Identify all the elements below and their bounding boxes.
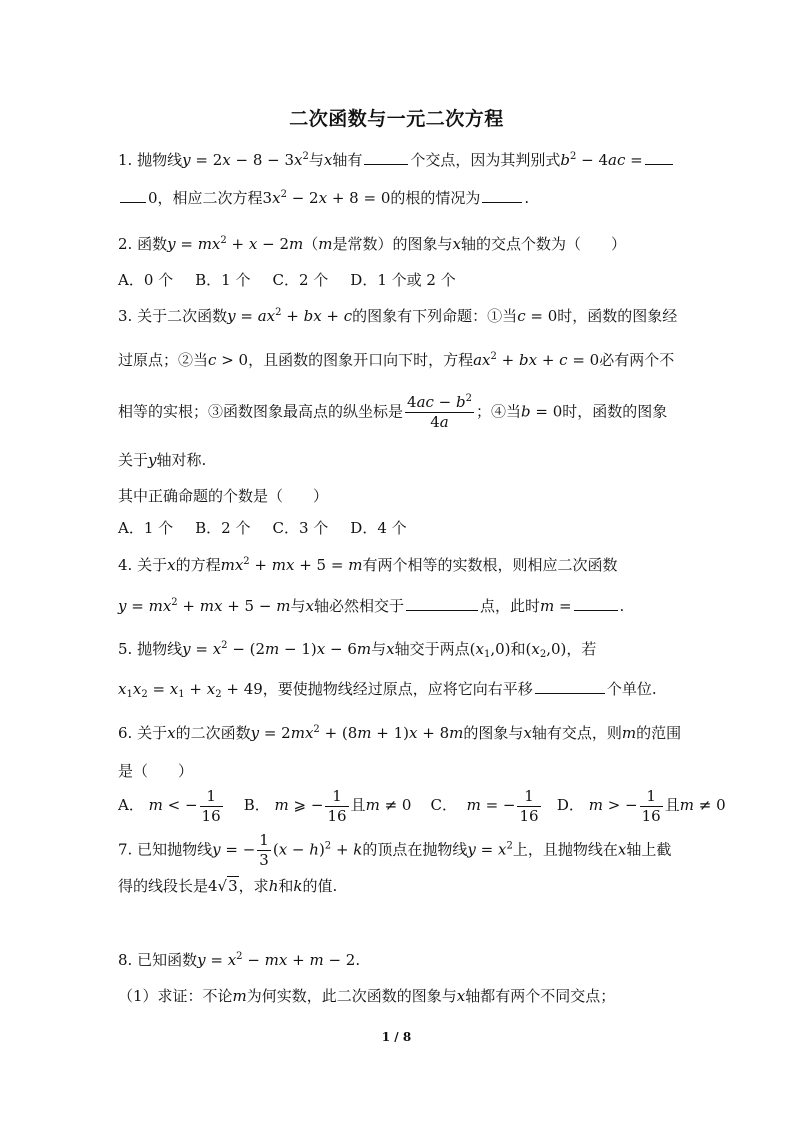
option-c[interactable]: C．3 个 xyxy=(272,519,329,537)
option-d[interactable]: D． m > − $\frac{1}{16}$ 且m ≠ 0 xyxy=(556,787,726,825)
question-3-line-3: 相等的实根；③函数图象最高点的纵坐标是 $\frac{4ac - b^2}{4a}$ ；④当b = 0时，函数的图象 xyxy=(118,393,668,431)
option-b[interactable]: B． m ⩾ − $\frac{1}{16}$ 且m ≠ 0 xyxy=(243,787,412,825)
option-d[interactable]: D．4 个 xyxy=(350,519,407,537)
option-c[interactable]: C． m = − $\frac{1}{16}$ xyxy=(430,787,539,825)
answer-blank[interactable] xyxy=(482,186,522,203)
question-3-line-2: 过原点；②当c > 0，且函数的图象开口向下时，方程$ax^2$ + bx + c = 0必有两个不 xyxy=(118,351,675,369)
page-number: 1 / 8 xyxy=(381,1030,412,1044)
option-b[interactable]: B．2 个 xyxy=(195,519,251,537)
option-b[interactable]: B．1 个 xyxy=(195,271,251,289)
question-3-line-5: 其中正确命题的个数是（ ） xyxy=(118,487,329,505)
question-1-line-1: 1. 抛物线$y = 2x - 8 - 3x^2$与x轴有 个交点，因为其判别式$b^2 - 4ac$ = xyxy=(118,148,688,172)
question-7-line-2: 得的线段长是4√3，求h和k的值. xyxy=(118,877,338,895)
option-a[interactable]: A． m < − $\frac{1}{16}$ xyxy=(118,787,221,825)
answer-blank[interactable] xyxy=(535,677,605,694)
question-4-line-2: $y = mx^2$ + mx + 5 − m与x轴必然相交于 点，此时m = . xyxy=(118,594,688,618)
question-6-line-2: 是（ ） xyxy=(118,762,194,780)
page-title: 二次函数与一元二次方程 xyxy=(289,108,504,130)
answer-blank[interactable] xyxy=(406,594,478,611)
option-a[interactable]: A．1 个 xyxy=(118,519,174,537)
answer-blank[interactable] xyxy=(364,148,408,165)
fraction: $\frac{4ac - b^2}{4a}$ xyxy=(407,393,472,431)
option-c[interactable]: C．2 个 xyxy=(272,271,329,289)
question-7-line-1: 7. 已知抛物线y = − $\frac{1}{3}$ $(x - h)^2 + k$的顶点在抛物线$y = x^2$上，且抛物线在x轴上截 xyxy=(118,831,672,869)
answer-blank[interactable] xyxy=(120,186,146,203)
question-6-options xyxy=(118,787,726,826)
question-8-part-1: （1）求证：不论m为何实数，此二次函数的图象与x轴都有两个不同交点； xyxy=(118,987,616,1005)
option-a[interactable]: A．0 个 xyxy=(118,271,174,289)
question-8-line-1: 8. 已知函数$y = x^2$ − mx + m − 2. xyxy=(118,951,361,969)
question-6-line-1: 6. 关于x的二次函数$y = 2mx^2 + (8m + 1)x + 8m$的图象与x轴有交点，则m的范围 xyxy=(118,724,682,742)
question-3-line-1: 3. 关于二次函数$y = ax^2$ + bx + c的图象有下列命题：①当c = 0时，函数的图象经 xyxy=(118,307,678,325)
question-2-options xyxy=(118,268,688,292)
question-5-line-2: $x_1x_2 = x_1 + x_2 + 49$，要使抛物线经过原点，应将它向右平移 个单位. xyxy=(118,677,688,701)
answer-blank[interactable] xyxy=(574,594,618,611)
question-5-line-1: 5. 抛物线$y = x^2 - (2m - 1)x - 6m$与x轴交于两点$(x_1,0)$和$(x_2,0)$，若 xyxy=(118,640,597,660)
question-3-options xyxy=(118,516,688,540)
option-d[interactable]: D．1 个或 2 个 xyxy=(350,271,456,289)
question-3-line-4: 关于y轴对称. xyxy=(118,451,207,469)
question-4-line-1: 4. 关于x的方程$mx^2$ + mx + 5 = m有两个相等的实数根，则相应二次函数 xyxy=(118,556,618,574)
question-2-line-1: 2. 函数$y = mx^2 + x - 2m(m$是常数）的图象与x轴的交点个数为（ ） xyxy=(118,235,626,253)
question-1-line-2: 0，相应二次方程$3x^2 - 2x + 8 = 0$的根的情况为 . xyxy=(118,186,688,210)
answer-blank[interactable] xyxy=(645,148,673,165)
